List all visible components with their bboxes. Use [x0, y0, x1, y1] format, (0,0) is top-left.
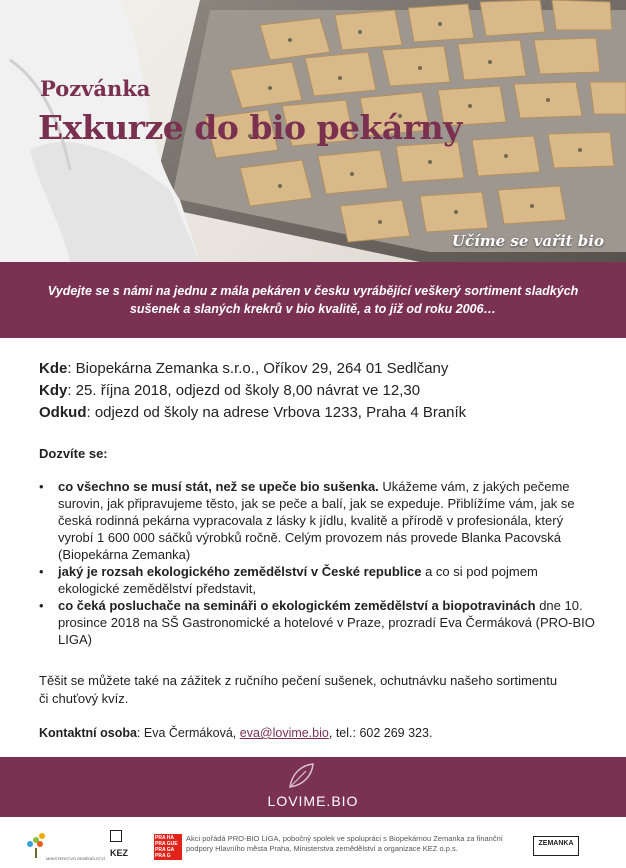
- event-details: [39, 358, 599, 424]
- list-item-text: Ukážeme vám, z jakých pečeme surovin, jak připravujeme těsto, jak se peče a balí, jak se expeduje. Přiblížíme vám, jak se česká rodinná pekárna vypracovala z lásky k jídlu, kvalitě a přírodě v profesionála, který vyrobí 1 600 000 sáčků výrobků ročně. Celým provozem nás provede Blanka Pacovská (Biopekárna Zemanka): [58, 479, 575, 562]
- kez-logo: [110, 830, 138, 860]
- contact-line: [39, 724, 432, 742]
- where-label: Kde: [39, 360, 68, 377]
- intro-banner: [0, 262, 626, 338]
- contact-label: Kontaktní osoba: [39, 726, 137, 740]
- list-item-text: dne 10. prosince 2018 na SŠ Gastronomické a hotelové v Praze, prozradí Eva Čermáková (PRO-BIO LIGA): [58, 598, 595, 647]
- detail-when: [39, 380, 599, 402]
- when-label: Kdy: [39, 382, 68, 399]
- detail-where: [39, 358, 599, 380]
- contact-email-link[interactable]: eva@lovime.bio: [239, 726, 329, 740]
- learn-heading: Dozvíte se:: [39, 446, 108, 461]
- list-item: [39, 478, 599, 563]
- footer-banner: [0, 757, 626, 817]
- hero-image: [0, 0, 626, 262]
- detail-from: [39, 402, 599, 424]
- from-label: Odkud: [39, 404, 87, 421]
- kez-label: KEZ: [110, 848, 128, 858]
- invitation-label: Pozvánka: [40, 76, 151, 101]
- zemanka-logo: ZEMANKA: [533, 836, 579, 856]
- intro-text: Vydejte se s námi na jednu z mála pekáren v česku vyrábějící veškerý sortiment sladkých sušenek a slaných krekrů v bio kvalitě, a to již od roku 2006…: [47, 284, 579, 316]
- from-value: : odjezd od školy na adrese Vrbova 1233, Praha 4 Braník: [86, 404, 467, 421]
- topics-list: [39, 478, 599, 648]
- list-item-bold: co všechno se musí stát, než se upeče bio sušenka.: [58, 479, 379, 494]
- where-value: : Biopekárna Zemanka s.r.o., Oříkov 29, 264 01 Sedlčany: [67, 360, 449, 377]
- sponsor-logos: [0, 826, 626, 868]
- praha-logo: PRA HA PRA GUE PRA GA PRA G: [154, 834, 182, 860]
- organizer-note: Akci pořádá PRO-BIO LIGA, pobočný spolek ve spolupráci s Biopekárnou Zemanka za finanční podpory Hlavního města Praha, Ministerstva zemědělství a organizace KEZ o.p.s.: [186, 834, 503, 853]
- when-value: : 25. října 2018, odjezd od školy 8,00 návrat ve 12,30: [67, 382, 421, 399]
- list-item: [39, 563, 599, 597]
- contact-phone: , tel.: 602 269 323.: [328, 726, 433, 740]
- list-item: [39, 597, 599, 648]
- tagline: Učíme se vařit bio: [451, 232, 604, 250]
- list-item-bold: jaký je rozsah ekologického zemědělství v České republice: [58, 564, 422, 579]
- brand-logo: LOVIME.BIO: [267, 793, 359, 809]
- closing-paragraph: Těšit se můžete také na zážitek z ručního pečení sušenek, ochutnávku našeho sortimentu či chuťový kvíz.: [39, 673, 558, 706]
- ministry-label: MINISTERSTVO ZEMĚDĚLSTVÍ: [46, 856, 105, 861]
- page-title: Exkurze do bio pekárny: [38, 108, 462, 147]
- contact-name: : Eva Čermáková,: [136, 726, 240, 740]
- leaf-icon: [286, 761, 316, 791]
- list-item-text: a co si pod pojmem ekologické zemědělství představit,: [58, 564, 538, 596]
- list-item-bold: co čeká posluchače na semináři o ekologickém zemědělství a biopotravinách: [58, 598, 536, 613]
